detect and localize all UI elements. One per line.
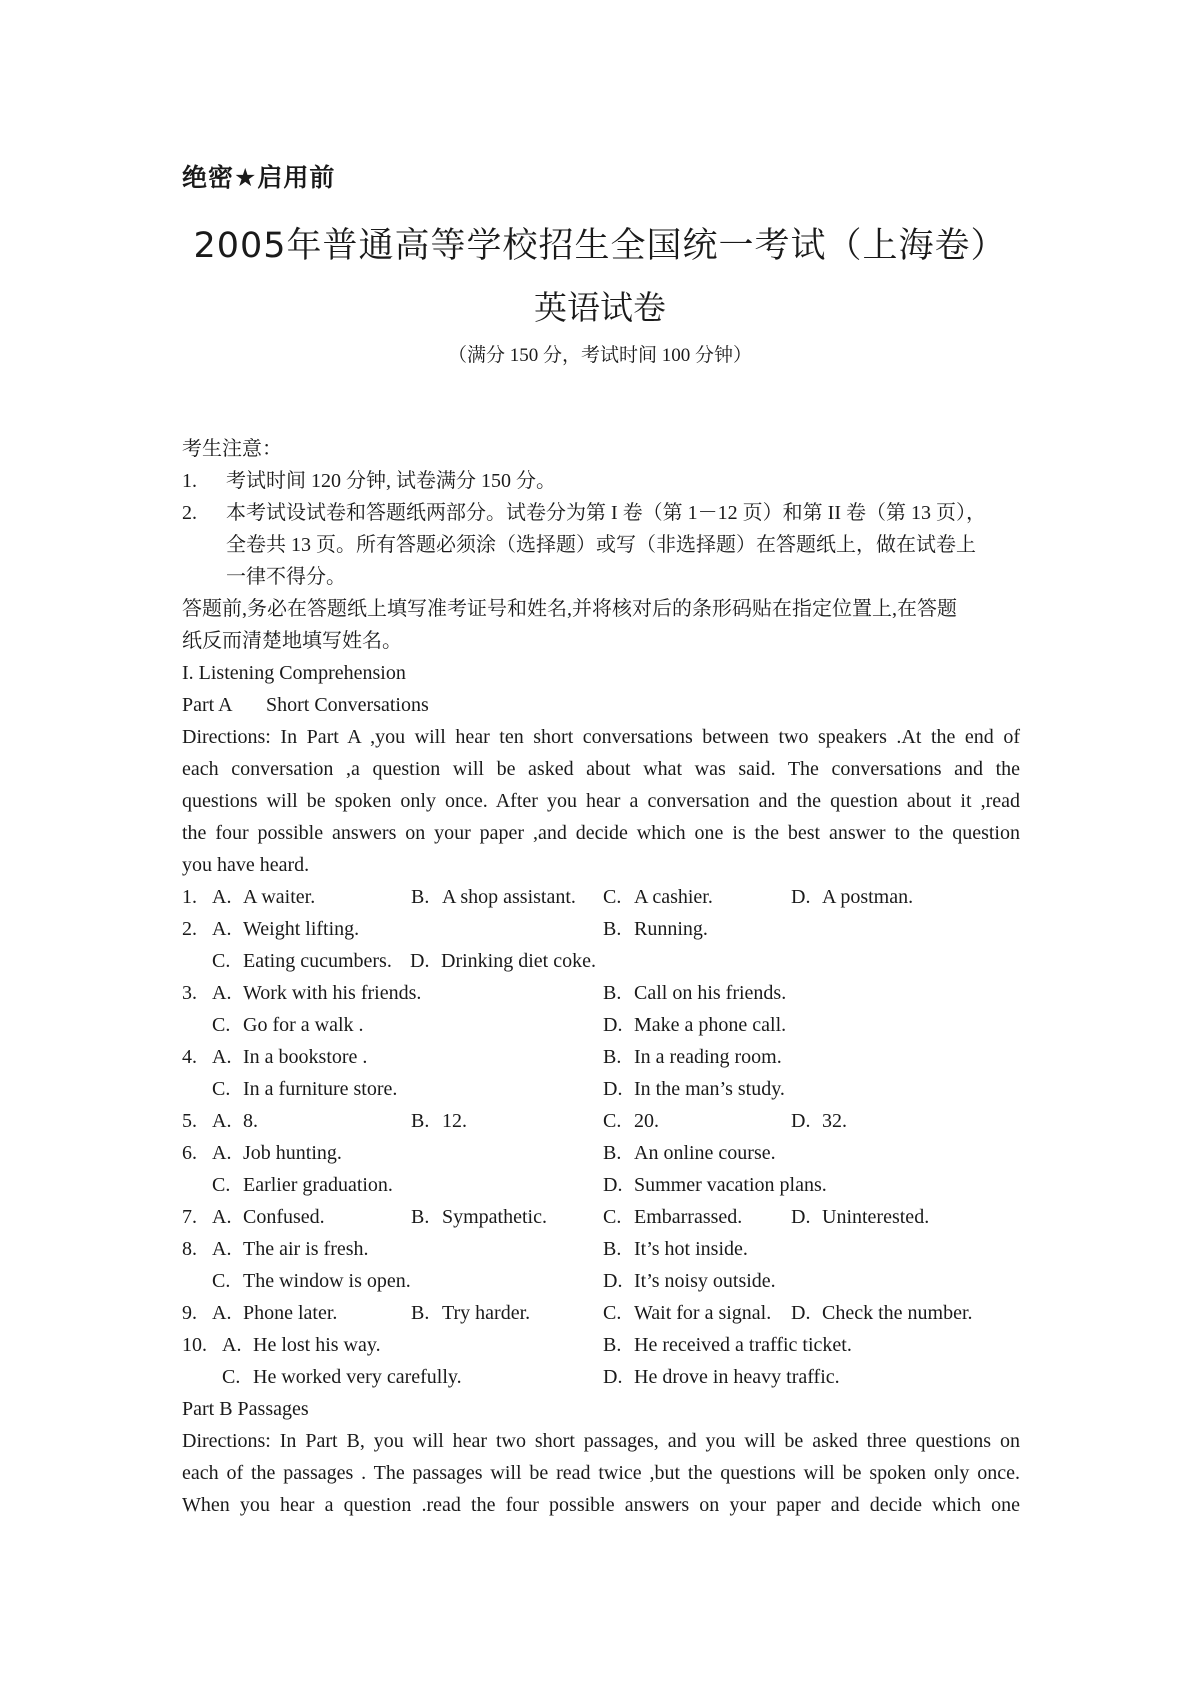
question-number: 2.: [182, 918, 197, 940]
option-key: A.: [212, 1206, 232, 1228]
option-key: B.: [603, 1046, 622, 1068]
part-a-title: Short Conversations: [266, 694, 429, 716]
question-row: [182, 1201, 1020, 1233]
question-number: 10.: [182, 1334, 207, 1356]
part-a-directions-line: Directions: In Part A ,you will hear ten short conversations between two speakers .At the end of: [182, 726, 1020, 748]
part-b-directions-line: When you hear a question .read the four possible answers on your paper and decide which one: [182, 1494, 1020, 1516]
option-text: Summer vacation plans.: [634, 1174, 827, 1196]
option-text: 12.: [442, 1110, 467, 1132]
option-text: Work with his friends.: [243, 982, 422, 1004]
option-text: Phone later.: [243, 1302, 338, 1324]
option-key: C.: [212, 1014, 231, 1036]
option-text: Uninterested.: [822, 1206, 930, 1228]
option-text: It’s hot inside.: [634, 1238, 748, 1260]
option-key: D.: [410, 950, 430, 972]
option-key: D.: [603, 1174, 623, 1196]
option-text: The window is open.: [243, 1270, 411, 1292]
notice-extra-text: 答题前,务必在答题纸上填写准考证号和姓名,并将核对后的条形码贴在指定位置上,在答题: [182, 598, 957, 620]
option-key: B.: [603, 982, 622, 1004]
option-key: D.: [791, 886, 811, 908]
option-text: Embarrassed.: [634, 1206, 743, 1228]
option-key: D.: [791, 1302, 811, 1324]
option-text: Call on his friends.: [634, 982, 787, 1004]
notice-item-text: 考试时间 120 分钟, 试卷满分 150 分。: [226, 470, 556, 492]
option-text: Earlier graduation.: [243, 1174, 393, 1196]
question-row: [182, 1297, 1020, 1329]
option-text: In a reading room.: [634, 1046, 782, 1068]
option-text: 32.: [822, 1110, 847, 1132]
part-b-title: Part B Passages: [182, 1398, 309, 1420]
notice-extra-text: 纸反而清楚地填写姓名。: [182, 630, 402, 652]
question-row: [182, 977, 1020, 1009]
exam-subtitle: 英语试卷: [534, 288, 666, 327]
option-text: Go for a walk .: [243, 1014, 364, 1036]
option-key: C.: [212, 950, 231, 972]
part-a-directions-line: the four possible answers on your paper ,and decide which one is the best answer to the question: [182, 822, 1020, 844]
option-key: B.: [411, 1110, 430, 1132]
option-text: He drove in heavy traffic.: [634, 1366, 840, 1388]
notice-item-number: 2.: [182, 502, 197, 524]
option-text: In the man’s study.: [634, 1078, 785, 1100]
option-key: A.: [212, 886, 232, 908]
question-row: [182, 945, 1020, 977]
option-key: A.: [212, 1142, 232, 1164]
exam-body: [182, 0, 1020, 1698]
question-row: [182, 1265, 1020, 1297]
option-key: C.: [603, 1110, 622, 1132]
option-text: A cashier.: [634, 886, 713, 908]
part-b-directions-line: each of the passages . The passages will be read twice ,but the questions will be spoken only once.: [182, 1462, 1020, 1484]
exam-meta: （满分 150 分，考试时间 100 分钟）: [447, 345, 752, 366]
option-key: C.: [222, 1366, 241, 1388]
option-key: D.: [603, 1366, 623, 1388]
option-text: Eating cucumbers.: [243, 950, 392, 972]
option-key: B.: [411, 886, 430, 908]
option-key: A.: [212, 982, 232, 1004]
part-a-directions-line: you have heard.: [182, 854, 310, 876]
notice-item-text: 本考试设试卷和答题纸两部分。试卷分为第 I 卷（第 1－12 页）和第 II 卷（第 13 页），: [226, 502, 986, 524]
question-number: 8.: [182, 1238, 197, 1260]
option-key: C.: [603, 1206, 622, 1228]
option-text: Sympathetic.: [442, 1206, 547, 1228]
question-row: [182, 1009, 1020, 1041]
option-key: A.: [222, 1334, 242, 1356]
notice-item-text: 一律不得分。: [226, 566, 346, 588]
question-number: 7.: [182, 1206, 197, 1228]
option-text: A shop assistant.: [442, 886, 576, 908]
section-title: I. Listening Comprehension: [182, 662, 406, 684]
option-key: B.: [411, 1302, 430, 1324]
option-key: C.: [212, 1270, 231, 1292]
option-key: A.: [212, 1046, 232, 1068]
option-text: Confused.: [243, 1206, 325, 1228]
option-key: D.: [603, 1014, 623, 1036]
option-text: The air is fresh.: [243, 1238, 369, 1260]
question-row: [182, 881, 1020, 913]
exam-title: 2005年普通高等学校招生全国统一考试（上海卷）: [193, 226, 1007, 266]
option-key: B.: [603, 1238, 622, 1260]
option-text: 20.: [634, 1110, 659, 1132]
question-number: 1.: [182, 886, 197, 908]
option-text: 8.: [243, 1110, 258, 1132]
option-key: C.: [603, 1302, 622, 1324]
option-key: B.: [603, 1334, 622, 1356]
option-text: A postman.: [822, 886, 914, 908]
notice-item-number: 1.: [182, 470, 197, 492]
option-key: D.: [791, 1110, 811, 1132]
question-number: 4.: [182, 1046, 197, 1068]
notice-heading: 考生注意：: [182, 438, 282, 460]
question-number: 9.: [182, 1302, 197, 1324]
option-text: He lost his way.: [253, 1334, 381, 1356]
option-text: A waiter.: [243, 886, 316, 908]
option-key: A.: [212, 1302, 232, 1324]
question-row: [182, 1073, 1020, 1105]
option-key: D.: [603, 1078, 623, 1100]
option-key: D.: [603, 1270, 623, 1292]
option-key: A.: [212, 1238, 232, 1260]
question-row: [182, 1233, 1020, 1265]
option-key: B.: [603, 1142, 622, 1164]
question-row: [182, 1361, 1020, 1393]
notice-item-text: 全卷共 13 页。所有答题必须涂（选择题）或写（非选择题）在答题纸上，做在试卷上: [226, 534, 976, 556]
confidential-label: 绝密★启用前: [182, 163, 336, 192]
question-row: [182, 1137, 1020, 1169]
option-text: Check the number.: [822, 1302, 973, 1324]
question-row: [182, 1329, 1020, 1361]
option-text: Drinking diet coke.: [441, 950, 596, 972]
option-text: An online course.: [634, 1142, 776, 1164]
option-key: C.: [212, 1078, 231, 1100]
question-number: 3.: [182, 982, 197, 1004]
option-text: Running.: [634, 918, 708, 940]
option-text: Make a phone call.: [634, 1014, 787, 1036]
question-row: [182, 1169, 1020, 1201]
option-key: C.: [212, 1174, 231, 1196]
option-text: In a furniture store.: [243, 1078, 398, 1100]
question-row: [182, 913, 1020, 945]
option-text: Try harder.: [442, 1302, 531, 1324]
option-key: D.: [791, 1206, 811, 1228]
option-key: B.: [411, 1206, 430, 1228]
option-text: In a bookstore .: [243, 1046, 368, 1068]
option-key: C.: [603, 886, 622, 908]
part-b-directions-line: Directions: In Part B, you will hear two short passages, and you will be asked three questions on: [182, 1430, 1020, 1452]
option-text: Wait for a signal.: [634, 1302, 772, 1324]
option-text: Weight lifting.: [243, 918, 360, 940]
question-number: 6.: [182, 1142, 197, 1164]
option-text: He worked very carefully.: [253, 1366, 462, 1388]
question-row: [182, 1105, 1020, 1137]
part-a-directions-line: each conversation ,a question will be asked about what was said. The conversations and the: [182, 758, 1020, 780]
option-text: He received a traffic ticket.: [634, 1334, 852, 1356]
option-key: A.: [212, 1110, 232, 1132]
option-text: It’s noisy outside.: [634, 1270, 776, 1292]
option-text: Job hunting.: [243, 1142, 342, 1164]
question-row: [182, 1041, 1020, 1073]
option-key: A.: [212, 918, 232, 940]
part-a-directions-line: questions will be spoken only once. After you hear a conversation and the question about it ,read: [182, 790, 1020, 812]
part-a-label: Part A: [182, 694, 233, 716]
question-number: 5.: [182, 1110, 197, 1132]
option-key: B.: [603, 918, 622, 940]
